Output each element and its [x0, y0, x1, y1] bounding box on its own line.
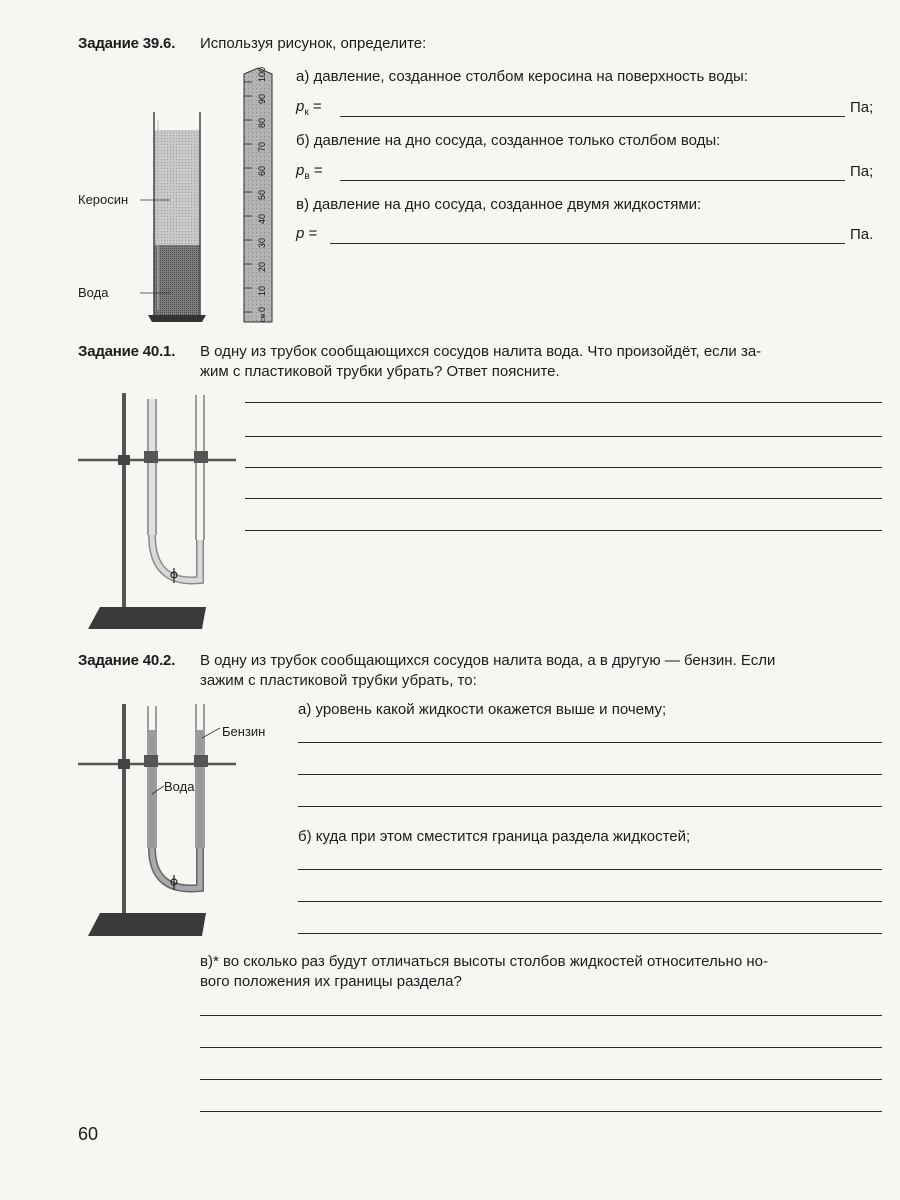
task-40-2-item-a: а) уровень какой жидкости окажется выше и почему; — [298, 701, 667, 718]
formula-p: p = — [296, 225, 318, 242]
kerosene-label: Керосин — [78, 192, 129, 207]
unit-pa: Па; — [850, 163, 874, 180]
task-40-2-line1: В одну из трубок сообщающихся сосудов налита вода, а в другую — бензин. Если — [200, 652, 776, 669]
task-40-2-item-b: б) куда при этом сместится граница раздела жидкостей; — [298, 828, 691, 845]
water-label-2: Вода — [164, 779, 195, 794]
unit-pa: Па; — [850, 99, 874, 116]
task-39-6-intro: Используя рисунок, определите: — [200, 35, 427, 52]
item-c-text: в) давление на дно сосуда, созданное двумя жидкостями: — [296, 196, 702, 213]
unit-pa: Па. — [850, 226, 874, 243]
ruler-tick-label: 0 — [257, 306, 267, 312]
cylinder-base — [148, 315, 206, 322]
ruler-tick-label: 80 — [257, 117, 267, 128]
water-label: Вода — [78, 285, 109, 300]
answer-line[interactable] — [245, 402, 882, 403]
task-40-2-item-c-line2: вого положения их границы раздела? — [200, 973, 462, 990]
answer-line-pk[interactable] — [340, 116, 845, 117]
ruler-tick-label: 100 — [257, 66, 267, 82]
answer-line[interactable] — [298, 774, 882, 775]
ruler-tick-label: 30 — [257, 237, 267, 248]
answer-line[interactable] — [245, 530, 882, 531]
answer-line[interactable] — [200, 1079, 882, 1080]
water-column — [154, 245, 200, 315]
ruler-tick-label: 40 — [257, 213, 267, 224]
task-40-1-line1: В одну из трубок сообщающихся сосудов налита вода. Что произойдёт, если за- — [200, 343, 762, 360]
answer-line[interactable] — [245, 498, 882, 499]
ruler-tick-label: 20 — [257, 261, 267, 272]
formula-pv: $p_в$ = — [296, 162, 323, 182]
answer-line[interactable] — [200, 1111, 882, 1112]
kerosene-column — [154, 130, 200, 245]
task-40-2-item-c-line1: в)* во сколько раз будут отличаться высоты столбов жидкостей относительно но- — [200, 953, 768, 970]
answer-line[interactable] — [298, 933, 882, 934]
ruler-tick-label: 10 — [257, 285, 267, 296]
task-39-6-title: Задание 39.6. — [78, 35, 176, 52]
answer-line[interactable] — [200, 1015, 882, 1016]
stand-base — [88, 607, 206, 629]
ruler-tick-label: 70 — [257, 141, 267, 152]
answer-line[interactable] — [298, 901, 882, 902]
answer-line-pv[interactable] — [340, 180, 845, 181]
formula-pk: $p_к$ = — [296, 98, 322, 118]
task-40-1-title: Задание 40.1. — [78, 343, 176, 360]
task-40-2-line2: зажим с пластиковой трубки убрать, то: — [200, 672, 477, 689]
ruler-tick-label: 50 — [257, 189, 267, 200]
answer-line[interactable] — [298, 742, 882, 743]
ruler-tick-label: 60 — [257, 165, 267, 176]
item-b-text: б) давление на дно сосуда, созданное только столбом воды: — [296, 132, 721, 149]
answer-line[interactable] — [298, 869, 882, 870]
ruler-unit-label: см — [260, 313, 267, 322]
cylinder-figure — [140, 60, 300, 330]
answer-line[interactable] — [245, 467, 882, 468]
benzine-label: Бензин — [222, 724, 266, 739]
answer-line[interactable] — [298, 806, 882, 807]
communicating-vessels-figure-1 — [78, 385, 238, 635]
page-number: 60 — [78, 1124, 99, 1144]
ruler-tick-label: 90 — [257, 93, 267, 104]
answer-line-p[interactable] — [330, 243, 845, 244]
task-40-1-line2: жим с пластиковой трубки убрать? Ответ поясните. — [200, 363, 560, 380]
answer-line[interactable] — [200, 1047, 882, 1048]
task-40-2-title: Задание 40.2. — [78, 652, 176, 669]
stand-base — [88, 913, 206, 936]
answer-line[interactable] — [245, 436, 882, 437]
item-a-text: а) давление, созданное столбом керосина на поверхность воды: — [296, 68, 748, 85]
